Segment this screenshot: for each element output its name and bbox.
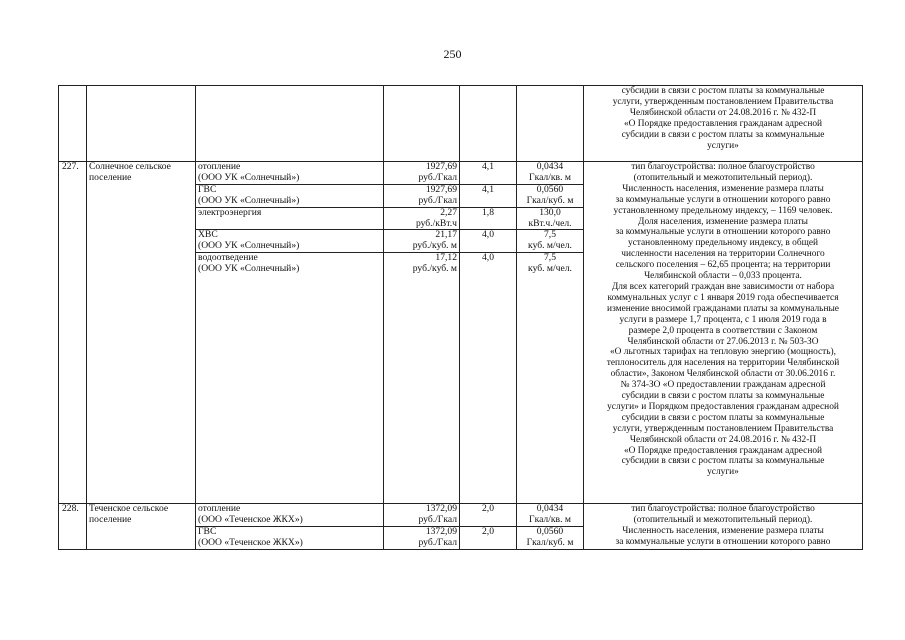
settlement-name: Солнечное сельское поселение [87,162,196,504]
growth-percent: 4,1 [460,184,517,207]
description-line: области», Законом Челябинской области от 30.06.2016 г. [610,369,836,380]
norm-line: 130,0 [539,207,561,218]
description-line: Челябинской области от 24.08.2016 г. № 432-П [629,434,817,445]
row-number: 227. [59,162,87,504]
tariff-line: руб./кВт.ч [415,217,457,229]
tariff-line: руб./Гкал [418,194,457,206]
description-line: «О Порядке предоставления гражданам адресной [623,445,823,456]
description-line: услуги, утвержденным постановлением Правительства [612,423,834,434]
description-line: изменение вносимой гражданами платы за коммунальные [607,303,839,314]
growth-percent: 4,0 [460,253,517,504]
description-line: Численность населения, изменение размера платы [622,526,824,537]
norm-line: 0,0560 [536,526,564,538]
description-line: услуги» [707,467,739,478]
description-line: Численность населения, изменение размера платы [622,183,824,194]
norm-value [517,162,584,185]
description-line: услуги в размере 1,7 процента, с 1 июля 2019 года в [619,314,827,325]
tariff-line: руб./Гкал [418,514,457,526]
norm-line: куб. м/чел. [528,263,572,275]
tariff-line: руб./Гкал [418,536,457,548]
service-row [59,504,863,527]
norm-cell [517,86,584,162]
service-name [196,230,384,253]
description-line: тип благоустройства: полное благоустройство [631,504,815,515]
description-line: (отопительный и межотопительный период). [633,172,813,183]
description-line: теплоноситель для населения на территории Челябинской [606,358,840,369]
service-name [196,184,384,207]
norm-value [517,184,584,207]
description-line: за коммунальные услуги в отношении которого равно [615,536,831,547]
norm-line: Гкал/куб. м [526,194,574,206]
description-line: субсидии в связи с ростом платы за коммунальные [621,412,825,423]
norm-line: 7,5 [544,229,556,241]
description-line: «О Порядке предоставления гражданам адресной [623,118,823,129]
norm-line: кВт.ч./чел. [528,217,572,229]
tariff-line: 2,27 [440,207,457,218]
norm-value [517,527,584,550]
page-number: 250 [443,47,462,61]
description-line: Доля населения, изменение размера платы [638,216,808,227]
norm-line: Гкал/кв. м [529,514,571,526]
description-cell [584,162,863,504]
description-cell [584,504,863,550]
service-line: (ООО УК «Солнечный») [198,263,300,275]
norm-line: 0,0434 [536,161,564,172]
description-line: Для всех категорий граждан вне зависимости от набора [611,281,835,292]
service-line: (ООО УК «Солнечный») [198,240,300,252]
description-line: сельского поселения – 62,65 процента; на территории [615,260,831,271]
growth-percent: 4,1 [460,162,517,185]
description-line: за коммунальные услуги в отношении которого равно [615,194,831,205]
tariff-value [384,504,460,527]
description-line: Челябинской области от 27.06.2013 г. № 503-ЗО [627,336,819,347]
tariff-value [384,162,460,185]
service-line: (ООО УК «Солнечный») [198,171,300,183]
norm-value [517,504,584,527]
growth-percent: 4,0 [460,230,517,253]
description-line: услуги» и Порядком предоставления гражданам адресной [607,401,839,412]
tariff-value [384,253,460,504]
service-line: водоотведение [198,252,258,264]
service-line: (ООО УК «Солнечный») [198,194,300,206]
description-line: тип благоустройства: полное благоустройство [631,162,815,172]
service-line: ГВС [198,526,217,538]
norm-value [517,230,584,253]
service-name [196,207,384,230]
service-name [196,504,384,527]
description-line: «О льготных тарифах на тепловую энергию (мощность), [609,347,837,358]
growth-percent: 2,0 [460,504,517,527]
description-line: установленному предельному индексу, – 1169 человек. [613,205,833,216]
description-line: за коммунальные услуги в отношении которого равно [615,227,831,238]
norm-line: Гкал/кв. м [529,171,571,183]
description-line: № 374-ЗО «О предоставлении гражданам адресной [620,380,826,391]
norm-value [517,207,584,230]
description-line: численности населения на территории Солнечного [621,249,825,260]
service-line: отопление [198,503,241,515]
num-cell [59,86,87,162]
row-number: 228. [59,504,87,550]
tariff-line: 1372,09 [425,503,457,515]
growth-percent: 1,8 [460,207,517,230]
tariff-line: руб./куб. м [412,240,457,252]
description-line: субсидии в связи с ростом платы за коммунальные [621,391,825,402]
description-line: коммунальных услуг с 1 января 2019 года обеспечивается [607,292,839,303]
norm-line: 7,5 [544,252,556,264]
norm-value [517,253,584,504]
tariff-line: 1927,69 [425,184,457,195]
service-line: (ООО «Теченское ЖКХ») [198,536,303,548]
tariff-line: 1927,69 [425,161,457,172]
service-cell [196,86,384,162]
service-row [59,162,863,185]
service-line: ХВС [198,229,218,241]
description-line: субсидии в связи с ростом платы за коммунальные [621,86,825,96]
norm-line: 0,0560 [536,184,564,195]
norm-line: 0,0434 [536,503,564,515]
description-line: (отопительный и межотопительный период). [633,515,813,526]
description-line: услуги, утвержденным постановлением Правительства [612,96,834,107]
tariff-table [58,85,863,550]
tariff-line: 17,12 [435,252,457,264]
service-line: (ООО «Теченское ЖКХ») [198,514,303,526]
tariff-value [384,230,460,253]
norm-line: Гкал/куб. м [526,536,574,548]
tariff-value [384,207,460,230]
description-line: субсидии в связи с ростом платы за коммунальные [621,129,825,140]
continuation-row [59,86,863,162]
description-line: Челябинской области от 24.08.2016 г. № 432-П [629,107,817,118]
description-line: размере 2,0 процента в соответствии с Законом [628,325,818,336]
description-line: услуги» [707,140,739,151]
tariff-line: 21,17 [435,229,457,241]
service-name [196,527,384,550]
settlement-name: Теченское сельское поселение [87,504,196,550]
service-name [196,253,384,504]
norm-line: куб. м/чел. [528,240,572,252]
tariff-cell [384,86,460,162]
description-line: субсидии в связи с ростом платы за коммунальные [621,456,825,467]
service-line: ГВС [198,184,217,195]
growth-percent: 2,0 [460,527,517,550]
settlement-cell [87,86,196,162]
service-line: электроэнергия [198,207,262,218]
tariff-line: руб./Гкал [418,171,457,183]
tariff-line: руб./куб. м [412,263,457,275]
description-cell [584,86,863,162]
description-line: установленному предельному индексу, в общей [627,238,819,249]
service-name [196,162,384,185]
tariff-value [384,184,460,207]
description-line: Челябинской области – 0,033 процента. [644,271,802,282]
tariff-line: 1372,09 [425,526,457,538]
tariff-value [384,527,460,550]
pct-cell [460,86,517,162]
service-line: отопление [198,161,241,172]
